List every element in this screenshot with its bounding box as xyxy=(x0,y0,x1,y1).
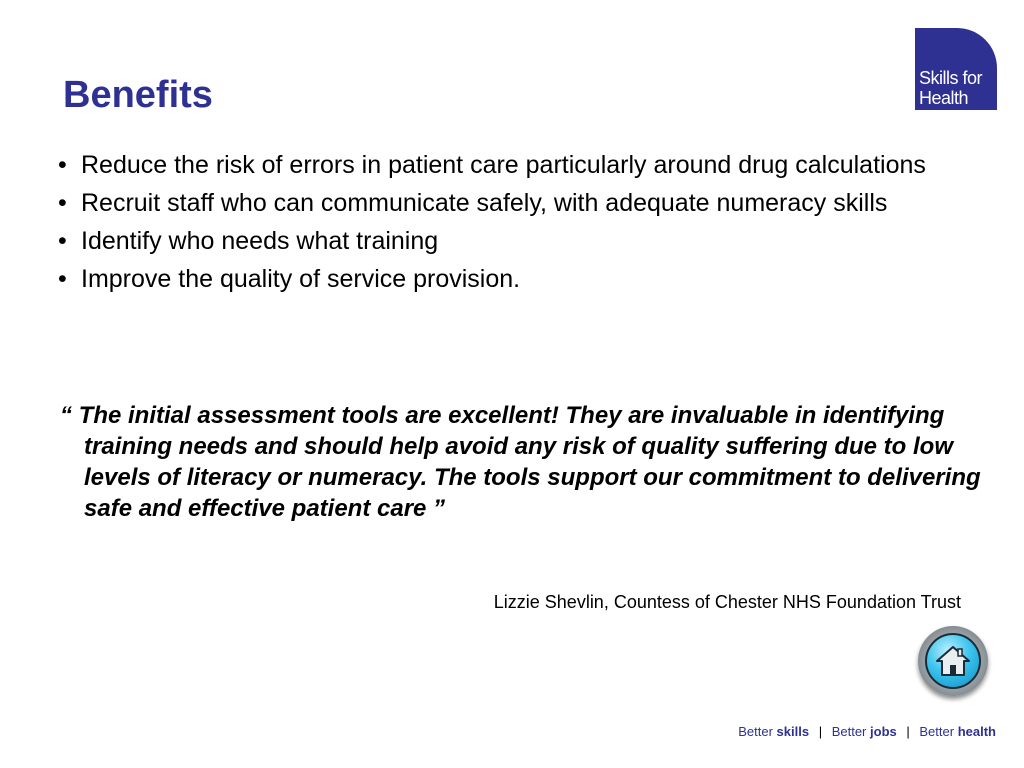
testimonial-quote: “ The initial assessment tools are excellent! They are invaluable in identifying training needs and should help avoid any risk of quality suffering due to low levels of literacy or numeracy. The tools support our commitment to delivering safe and effective patient care ” xyxy=(60,402,981,522)
logo-line-1: Skills for xyxy=(919,68,983,88)
footer-health: health xyxy=(957,724,996,739)
footer-separator: | xyxy=(818,724,823,739)
list-item xyxy=(58,226,958,256)
footer-jobs: jobs xyxy=(870,724,897,739)
logo-line-2: Health xyxy=(919,88,969,108)
bullet-text: Identify who needs what training xyxy=(81,227,439,255)
footer-skills: skills xyxy=(776,724,810,739)
bullet-marker: • xyxy=(58,151,67,179)
list-item xyxy=(58,150,958,180)
footer-separator: | xyxy=(906,724,910,739)
benefits-list xyxy=(58,150,958,302)
slide-title: Benefits xyxy=(63,74,213,116)
skills-for-health-logo xyxy=(915,28,997,110)
bullet-marker: • xyxy=(58,227,67,255)
footer-tagline xyxy=(738,723,996,741)
bullet-text: Recruit staff who can communicate safely, with adequate numeracy skills xyxy=(81,189,888,217)
quote-attribution: Lizzie Shevlin, Countess of Chester NHS Foundation Trust xyxy=(493,592,961,612)
footer-better: Better xyxy=(919,724,955,739)
footer-better: Better xyxy=(831,724,867,739)
list-item xyxy=(58,264,958,294)
home-icon xyxy=(925,633,981,689)
bullet-marker: • xyxy=(58,189,67,217)
bullet-text: Improve the quality of service provision. xyxy=(81,265,521,293)
home-button[interactable] xyxy=(918,626,988,696)
bullet-text: Reduce the risk of errors in patient care particularly around drug calculations xyxy=(81,151,926,179)
list-item xyxy=(58,188,958,218)
bullet-marker: • xyxy=(58,265,67,293)
footer-better: Better xyxy=(738,724,773,739)
